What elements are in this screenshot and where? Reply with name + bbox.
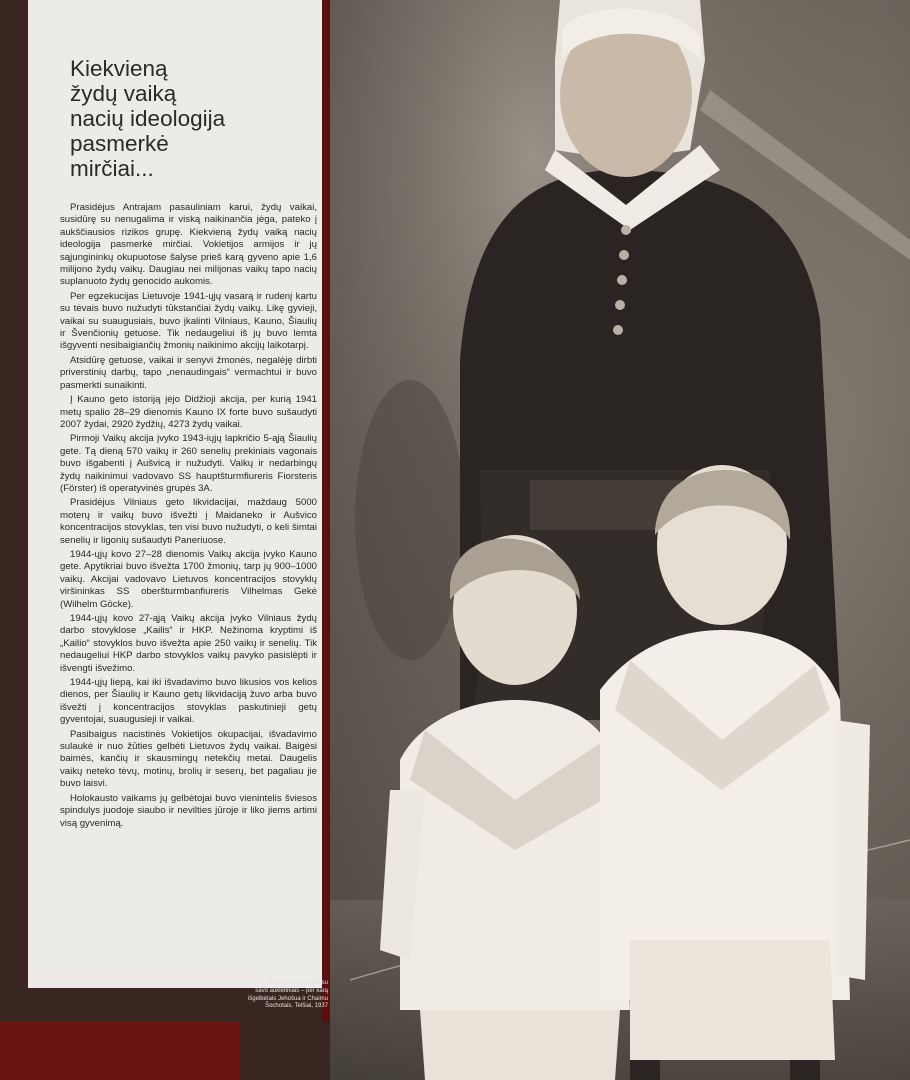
left-border bbox=[0, 0, 28, 1080]
title-line: pasmerkė bbox=[70, 131, 169, 156]
title-line: žydų vaiką bbox=[70, 81, 177, 106]
divider-strip bbox=[322, 0, 330, 1022]
caption-line: savo auklėtiniais – per karą bbox=[255, 987, 328, 994]
article-body bbox=[60, 202, 317, 832]
paragraph: Pasibaigus nacistinės Vokietijos okupacijai, išvadavimo sulaukė ir nuo žūties gelbėti Lietuvos žydų vaikai. Baigėsi baimės, kančių ir skausmingų netekčių metai. Daugelis vaikų neteko tėvų, motinų, brolių ir seserų, bet pagaliau jie buvo laisvi. bbox=[60, 728, 317, 790]
title-line: Kiekvieną bbox=[70, 56, 168, 81]
paragraph: Atsidūrę getuose, vaikai ir senyvi žmonės, negalėję dirbti priverstinių darbų, tapo „nenaudingais“ vermachtui ir buvo pasmerkti sunaikinti. bbox=[60, 354, 317, 391]
paragraph: 1944-ųjų kovo 27–28 dienomis Vaikų akcija įvyko Kauno gete. Apytikriai buvo išvežta 1700 žmonių, tarp jų 900–1000 vaikų. Akcijai vadovavo Lietuvos koncentracijos stovyklų viršininkas SS oberšturmbanfiureris Vilhelmas Gekė (Wilhelm Göcke). bbox=[60, 548, 317, 610]
paragraph: Pirmoji Vaikų akcija įvyko 1943-iųjų lapkričio 5-ąją Šiaulių gete. Tą dieną 570 vaikų ir 260 senelių prekiniais vagonais buvo išgabenti į Aušvicą ir nužudyti. Vaikų ir nedarbingų žydų naikinimui vadovavo SS hauptšturmfiureris Fiorsteris (Förster) iš operatyvinės grupės 3A. bbox=[60, 433, 317, 494]
paragraph: Per egzekucijas Lietuvoje 1941-ųjų vasarą ir rudenį kartu su tėvais buvo nužudyti tūkstančiai žydų vaikų. Likę gyvieji, vaikai su suaugusiais, buvo įkalinti Vilniaus, Kauno, Šiaulių ir Švenčionių getuose. Tik nedaugeliui iš jų buvo lemta išgyventi nesibaigiančių žmonių naikinimo akcijų laikotarpį. bbox=[60, 290, 317, 352]
photo-caption bbox=[232, 980, 328, 1011]
paragraph: Į Kauno geto istoriją įėjo Didžioji akcija, per kurią 1941 metų spalio 28–29 dienomis Kauno IX forte buvo sušaudyti 2007 žydai, 2920 žydžių, 4273 žydų vaikai. bbox=[60, 394, 317, 430]
caption-line: Domicelė Pagojutė su bbox=[269, 980, 328, 986]
paragraph: Prasidėjus Antrajam pasauliniam karui, žydų vaikai, susidūrę su nenugalima ir viską naikinančia jėga, pateko į aukščiausios rizikos grupę. Kiekvieną žydų vaiką nacių ideologija pasmerkė mirčiai. Vokietijos armijos ir jų sąjungininkų okupuotose šalyse prieš karą gyveno apie 1,6 milijono žydų vaikų. Daugiau nei milijonas vaikų tapo nacių suplanuoto žydų genocido aukomis. bbox=[60, 202, 317, 288]
paragraph: 1944-ųjų liepą, kai iki išvadavimo buvo likusios vos kelios dienos, per Šiaulių ir Kauno getų likvidaciją žuvo arba buvo išvežti į koncentracijos stovyklas paskutinieji getų gyventojai, suaugusieji ir vaikai. bbox=[60, 677, 317, 726]
title-line: mirčiai... bbox=[70, 156, 154, 181]
page-title bbox=[70, 56, 310, 181]
title-line: nacių ideologija bbox=[70, 106, 226, 131]
historical-photo bbox=[330, 0, 910, 1080]
paragraph: 1944-ųjų kovo 27-ąją Vaikų akcija įvyko Vilniaus žydų darbo stovyklose „Kailis“ ir HKP. Nežinoma kryptimi iš „Kailio“ stovyklos buvo išvežta apie 250 vaikų ir senelių. Tik nedaugeliui HKP darbo stovyklos vaikų pavyko pasislėpti ir išvengti išvežimo. bbox=[60, 613, 317, 674]
caption-line: išgelbėtais Jehošua ir Chaimu bbox=[247, 995, 328, 1002]
paragraph: Holokausto vaikams jų gelbėtojai buvo vienintelis šviesos spindulys juodoje siaubo ir nevilties jūroje ir liko jiems artimi visą gyvenimą. bbox=[60, 792, 317, 829]
bottom-accent-band bbox=[0, 1022, 240, 1080]
paragraph: Prasidėjus Vilniaus geto likvidacijai, maždaug 5000 moterų ir vaikų buvo išvežti į Maidaneko ir Aušvico koncentracijos stovyklas, ten visi buvo nužudyti, o keli šimtai senelių ir ligonių sušaudyti Paneriuose. bbox=[60, 497, 317, 546]
text-panel bbox=[28, 0, 322, 988]
caption-line: Šochotais. Telšiai, 1937 bbox=[265, 1003, 328, 1010]
